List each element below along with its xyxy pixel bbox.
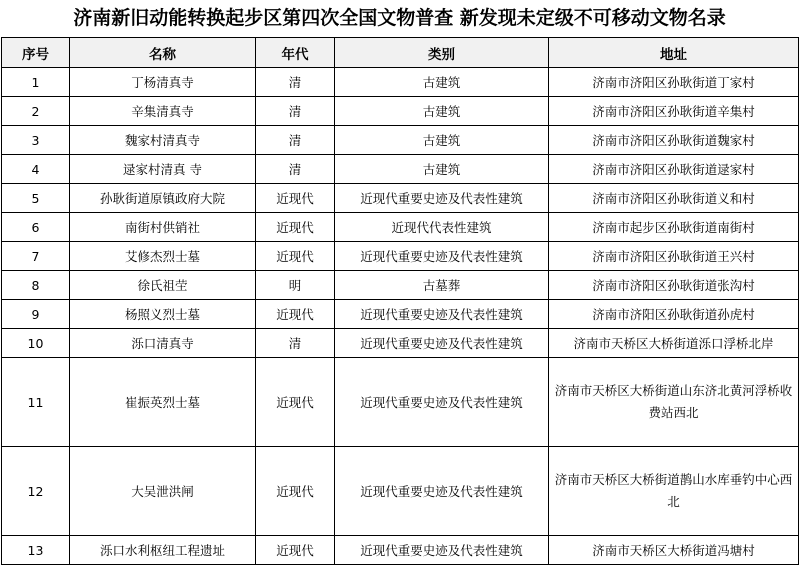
cell-category: 近现代重要史迹及代表性建筑: [335, 329, 549, 358]
cell-era: 近现代: [256, 300, 335, 329]
cell-name: 孙耿街道原镇政府大院: [70, 184, 256, 213]
cell-no: 5: [2, 184, 70, 213]
cell-name: 泺口清真寺: [70, 329, 256, 358]
table-row: [2, 184, 799, 213]
cell-category: 近现代重要史迹及代表性建筑: [335, 242, 549, 271]
header-row: [2, 38, 799, 68]
cell-era: 清: [256, 126, 335, 155]
cell-era: 清: [256, 68, 335, 97]
cell-no: 6: [2, 213, 70, 242]
cell-no: 11: [2, 358, 70, 447]
cell-era: 近现代: [256, 536, 335, 565]
cell-era: 近现代: [256, 213, 335, 242]
cell-no: 10: [2, 329, 70, 358]
cell-category: 近现代重要史迹及代表性建筑: [335, 536, 549, 565]
table-row: [2, 242, 799, 271]
cell-category: 古建筑: [335, 68, 549, 97]
header-era: 年代: [256, 38, 335, 68]
cell-no: 1: [2, 68, 70, 97]
cell-location: 济南市天桥区大桥街道鹊山水库垂钓中心西北: [549, 447, 799, 536]
cell-location: 济南市济阳区孙耿街道孙虎村: [549, 300, 799, 329]
header-category: 类别: [335, 38, 549, 68]
cell-name: 南街村供销社: [70, 213, 256, 242]
cell-location: 济南市济阳区孙耿街道王兴村: [549, 242, 799, 271]
table-row: [2, 447, 799, 536]
cell-name: 辛集清真寺: [70, 97, 256, 126]
header-no: 序号: [2, 38, 70, 68]
table-row: [2, 329, 799, 358]
table-row: [2, 300, 799, 329]
cell-name: 艾修杰烈士墓: [70, 242, 256, 271]
cell-category: 近现代代表性建筑: [335, 213, 549, 242]
cell-category: 近现代重要史迹及代表性建筑: [335, 184, 549, 213]
cell-category: 古建筑: [335, 97, 549, 126]
cell-name: 魏家村清真寺: [70, 126, 256, 155]
cell-no: 4: [2, 155, 70, 184]
cell-location: 济南市济阳区孙耿街道逯家村: [549, 155, 799, 184]
cell-location: 济南市天桥区大桥街道山东济北黄河浮桥收费站西北: [549, 358, 799, 447]
cell-category: 近现代重要史迹及代表性建筑: [335, 300, 549, 329]
cell-era: 清: [256, 155, 335, 184]
cell-no: 12: [2, 447, 70, 536]
cell-location: 济南市济阳区孙耿街道义和村: [549, 184, 799, 213]
relics-table: [1, 37, 799, 565]
cell-category: 古建筑: [335, 155, 549, 184]
cell-no: 13: [2, 536, 70, 565]
cell-category: 近现代重要史迹及代表性建筑: [335, 358, 549, 447]
cell-name: 大吴泄洪闸: [70, 447, 256, 536]
cell-category: 古建筑: [335, 126, 549, 155]
header-name: 名称: [70, 38, 256, 68]
cell-location: 济南市济阳区孙耿街道丁家村: [549, 68, 799, 97]
table-row: [2, 155, 799, 184]
cell-location: 济南市济阳区孙耿街道辛集村: [549, 97, 799, 126]
cell-no: 8: [2, 271, 70, 300]
cell-no: 3: [2, 126, 70, 155]
table-row: [2, 126, 799, 155]
table-row: [2, 358, 799, 447]
cell-era: 清: [256, 97, 335, 126]
table-row: [2, 271, 799, 300]
cell-era: 明: [256, 271, 335, 300]
page-title: 济南新旧动能转换起步区第四次全国文物普查 新发现未定级不可移动文物名录: [73, 7, 726, 29]
cell-no: 7: [2, 242, 70, 271]
cell-location: 济南市天桥区大桥街道冯塘村: [549, 536, 799, 565]
cell-name: 崔振英烈士墓: [70, 358, 256, 447]
table-row: [2, 213, 799, 242]
cell-location: 济南市济阳区孙耿街道魏家村: [549, 126, 799, 155]
cell-name: 丁杨清真寺: [70, 68, 256, 97]
cell-no: 9: [2, 300, 70, 329]
cell-era: 清: [256, 329, 335, 358]
cell-era: 近现代: [256, 242, 335, 271]
cell-name: 杨照义烈士墓: [70, 300, 256, 329]
cell-location: 济南市济阳区孙耿街道张沟村: [549, 271, 799, 300]
cell-era: 近现代: [256, 184, 335, 213]
cell-category: 近现代重要史迹及代表性建筑: [335, 447, 549, 536]
header-location: 地址: [549, 38, 799, 68]
cell-era: 近现代: [256, 447, 335, 536]
cell-era: 近现代: [256, 358, 335, 447]
cell-category: 古墓葬: [335, 271, 549, 300]
table-row: [2, 68, 799, 97]
cell-location: 济南市天桥区大桥街道泺口浮桥北岸: [549, 329, 799, 358]
cell-name: 泺口水利枢纽工程遗址: [70, 536, 256, 565]
cell-location: 济南市起步区孙耿街道南街村: [549, 213, 799, 242]
table-row: [2, 536, 799, 565]
table-row: [2, 97, 799, 126]
cell-no: 2: [2, 97, 70, 126]
cell-name: 逯家村清真 寺: [70, 155, 256, 184]
cell-name: 徐氏祖茔: [70, 271, 256, 300]
